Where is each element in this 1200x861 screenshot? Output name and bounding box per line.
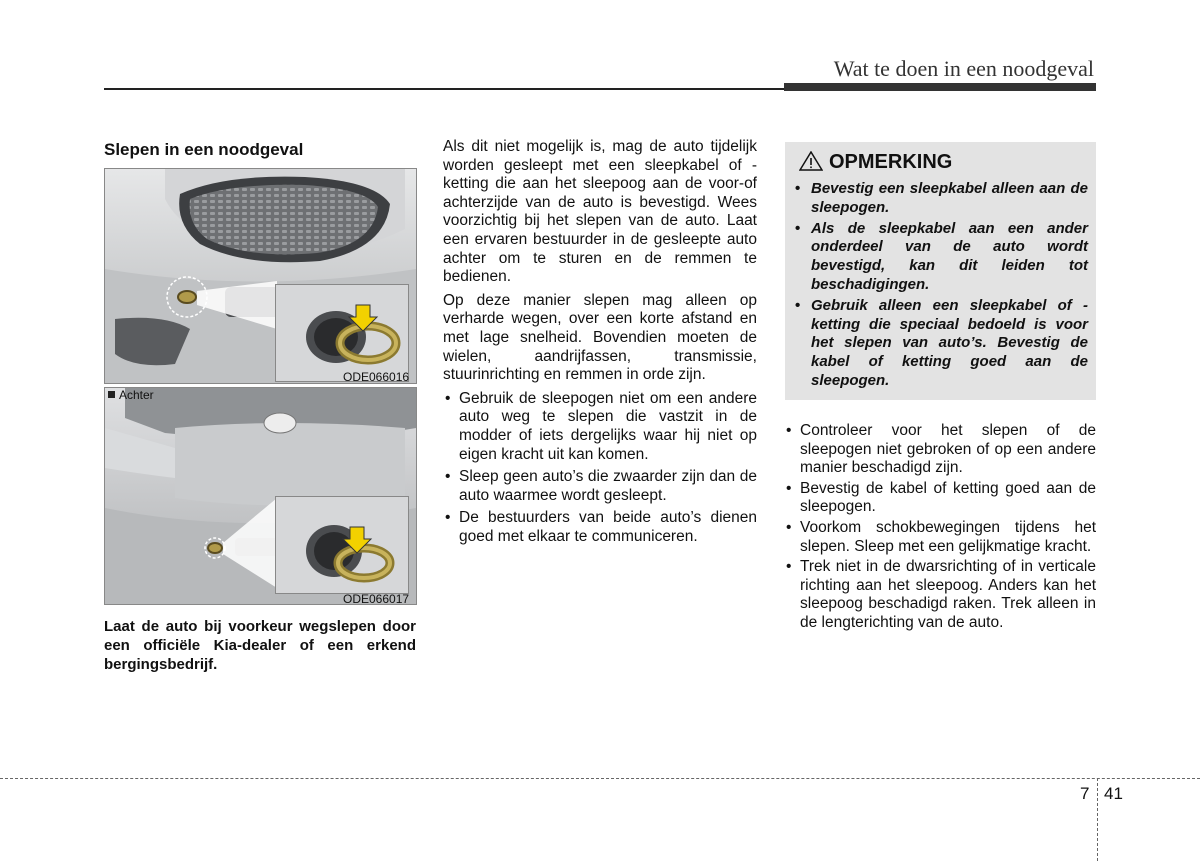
notice-heading: OPMERKING	[799, 151, 952, 174]
checklist-list	[784, 422, 1096, 633]
list-item: • Als de sleepkabel aan een ander onderdeel van de auto wordt bevestigd, kan dit leiden tot beschadigingen.	[793, 220, 1088, 295]
header-rule	[104, 88, 784, 90]
header-rule-accent	[784, 83, 1096, 91]
dealer-recommendation-note: Laat de auto bij voorkeur wegslepen door een officiële Kia-dealer of een erkend bergingsbedrijf.	[104, 618, 416, 673]
list-item: • Gebruik alleen een sleepkabel of -ketting die speciaal bedoeld is voor het slepen van auto’s. Bevestig de kabel of ketting goed aan de sleepogen.	[793, 297, 1088, 391]
warning-triangle-icon	[799, 151, 823, 171]
front-tow-hook-detail	[275, 284, 409, 382]
figure-code-front: ODE066016	[343, 370, 410, 384]
list-item: • Controleer voor het slepen of de sleepogen niet gebroken of op een andere manier beschadigd zijn.	[784, 422, 1096, 478]
rear-tow-hook-detail	[275, 496, 409, 594]
footer-divider	[0, 778, 1200, 779]
square-bullet-icon	[108, 391, 115, 398]
figure-label-rear: Achter	[108, 388, 154, 402]
towing-checklist	[784, 422, 1096, 635]
list-item: • Voorkom schokbewegingen tijdens het slepen. Sleep met een gelijkmatige kracht.	[784, 519, 1096, 556]
figure-code-rear: ODE066017	[343, 592, 410, 606]
page-number: 41	[1104, 784, 1123, 803]
notice-list	[793, 180, 1088, 393]
list-item: • Sleep geen auto’s die zwaarder zijn dan de auto waarmee wordt gesleept.	[443, 468, 757, 505]
list-item: • Gebruik de sleepogen niet om een andere auto weg te slepen die vastzit in de modder of iets dergelijks waar hij niet op eigen kracht uit kan komen.	[443, 390, 757, 464]
notice-box	[785, 142, 1096, 400]
list-item: • De bestuurders van beide auto’s dienen goed met elkaar te communiceren.	[443, 509, 757, 546]
paragraph: Als dit niet mogelijk is, mag de auto tijdelijk worden gesleept met een sleepkabel of -ketting die aan het sleepoog aan de voor-of achterzijde van de auto is bevestigd. Wees voorzichtig bij het slepen van de auto. Laat een ervaren bestuurder in de gesleepte auto achter om te sturen en de remmen te bedienen.	[443, 138, 757, 286]
section-title: Slepen in een noodgeval	[104, 140, 304, 159]
running-header-title: Wat te doen in een noodgeval	[833, 56, 1094, 81]
chapter-number: 7	[1080, 784, 1090, 803]
footer-vertical-divider	[1097, 778, 1098, 861]
paragraph: Op deze manier slepen mag alleen op verharde wegen, over een korte afstand en met lage snelheid. Bovendien moeten de wielen, aandrijfassen, transmissie, stuurinrichting en remmen in orde zijn.	[443, 291, 757, 384]
tow-hook-icon	[276, 285, 408, 381]
towing-instructions	[443, 138, 757, 550]
list-item: • Bevestig een sleepkabel alleen aan de sleepogen.	[793, 180, 1088, 218]
tow-hook-icon	[276, 497, 408, 593]
towing-warnings-list	[443, 390, 757, 547]
list-item: • Bevestig de kabel of ketting goed aan de sleepogen.	[784, 480, 1096, 517]
list-item: • Trek niet in de dwarsrichting of in verticale richting aan het sleepoog. Anders kan het sleepoog beschadigd raken. Trek alleen in de lengterichting van de auto.	[784, 558, 1096, 632]
